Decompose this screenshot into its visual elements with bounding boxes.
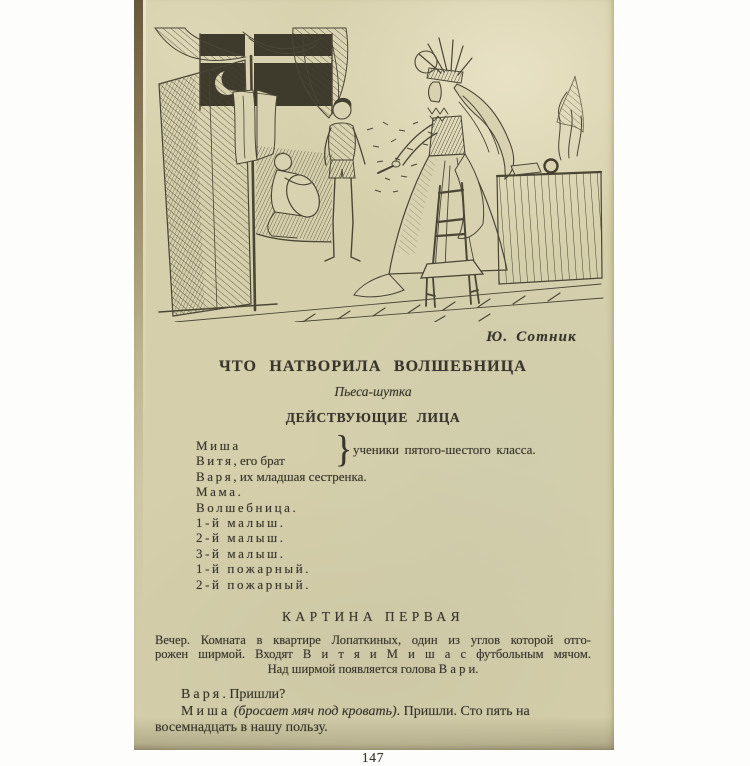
stage-cue: (бросает мяч под кровать)	[230, 703, 397, 719]
wand	[378, 166, 393, 173]
page-gutter-edge	[134, 0, 143, 640]
cast-item	[196, 515, 591, 530]
cast-rest: .	[279, 545, 283, 561]
dialogue-text: . Пришли?	[222, 687, 286, 703]
cast-group-label: ученики пятого-шестого класса.	[353, 442, 536, 457]
bodice	[429, 116, 465, 158]
cast-item	[196, 546, 591, 561]
skirt	[389, 154, 507, 274]
book-page	[134, 0, 614, 766]
stage-direction-line: Вечер. Комната в квартире Лопаткиных, один из углов которой отго-	[155, 633, 591, 648]
table	[497, 76, 602, 284]
magician-head	[429, 82, 442, 102]
clock	[545, 160, 558, 173]
feather-headdress	[415, 38, 472, 83]
cast-rest: .	[305, 561, 309, 577]
book-on-table	[511, 163, 541, 175]
cast-rest: .	[305, 576, 309, 592]
cast-heading: ДЕЙСТВУЮЩИЕ ЛИЦА	[285, 410, 461, 425]
tablecloth	[497, 172, 602, 284]
stage-direction	[155, 633, 591, 676]
cast-item	[196, 469, 591, 484]
cast-name: 3-й малыш	[196, 545, 280, 561]
cast-name: Мама	[196, 484, 238, 500]
cast-rest: , его брат	[233, 453, 285, 469]
cast-name: 1-й пожарный	[196, 561, 306, 577]
cast-item	[196, 500, 591, 515]
cast-rest: .	[237, 484, 241, 500]
play-subtitle: Пьеса-шутка	[334, 384, 412, 399]
bed-and-sitting-boy	[255, 146, 333, 242]
author-credit: Ю. Сотник	[486, 329, 577, 345]
speaker-name: Варя	[181, 687, 223, 703]
cast-name: Витя	[196, 453, 234, 469]
smoke-plume	[557, 76, 583, 160]
stage-direction-line: рожен ширмой. Входят В и т я и М и ш а с футбольным мячом.	[155, 647, 591, 662]
cast-rest: .	[279, 515, 283, 531]
cast-name: Волшебница	[196, 499, 293, 515]
cast-name: Варя	[196, 468, 234, 484]
play-title: ЧТО НАТВОРИЛА ВОЛШЕБНИЦА	[219, 358, 527, 375]
cast-name: Миша	[196, 438, 241, 453]
text-column	[155, 329, 591, 766]
dialogue-line	[155, 704, 591, 737]
cast-rest: .	[292, 499, 296, 515]
speaker-name: Миша	[181, 703, 231, 719]
cast-item	[196, 577, 591, 592]
dialogue-block	[155, 687, 591, 737]
cast-name: 2-й малыш	[196, 530, 280, 546]
cast-rest: .	[279, 530, 283, 546]
scene-illustration	[145, 26, 605, 322]
dialogue-line	[155, 687, 591, 704]
cast-item	[196, 530, 591, 545]
scene-heading: КАРТИНА ПЕРВАЯ	[281, 609, 465, 625]
cast-name: 2-й пожарный	[196, 576, 306, 592]
stage-direction-line: Над ширмой появляется голова В а р и.	[267, 661, 479, 676]
dialogue-text: . Пришли. Сто пять на восемнадцать в нашу пользу.	[155, 703, 530, 736]
cast-item	[196, 484, 591, 499]
cast-rest: , их младшая сестренка.	[233, 468, 367, 484]
cast-group-brace: }	[335, 428, 353, 470]
page-number: 147	[361, 750, 385, 766]
cast-name: 1-й малыш	[196, 515, 280, 531]
dress-train	[354, 274, 404, 297]
cast-item	[196, 561, 591, 576]
cast-list	[196, 428, 591, 592]
